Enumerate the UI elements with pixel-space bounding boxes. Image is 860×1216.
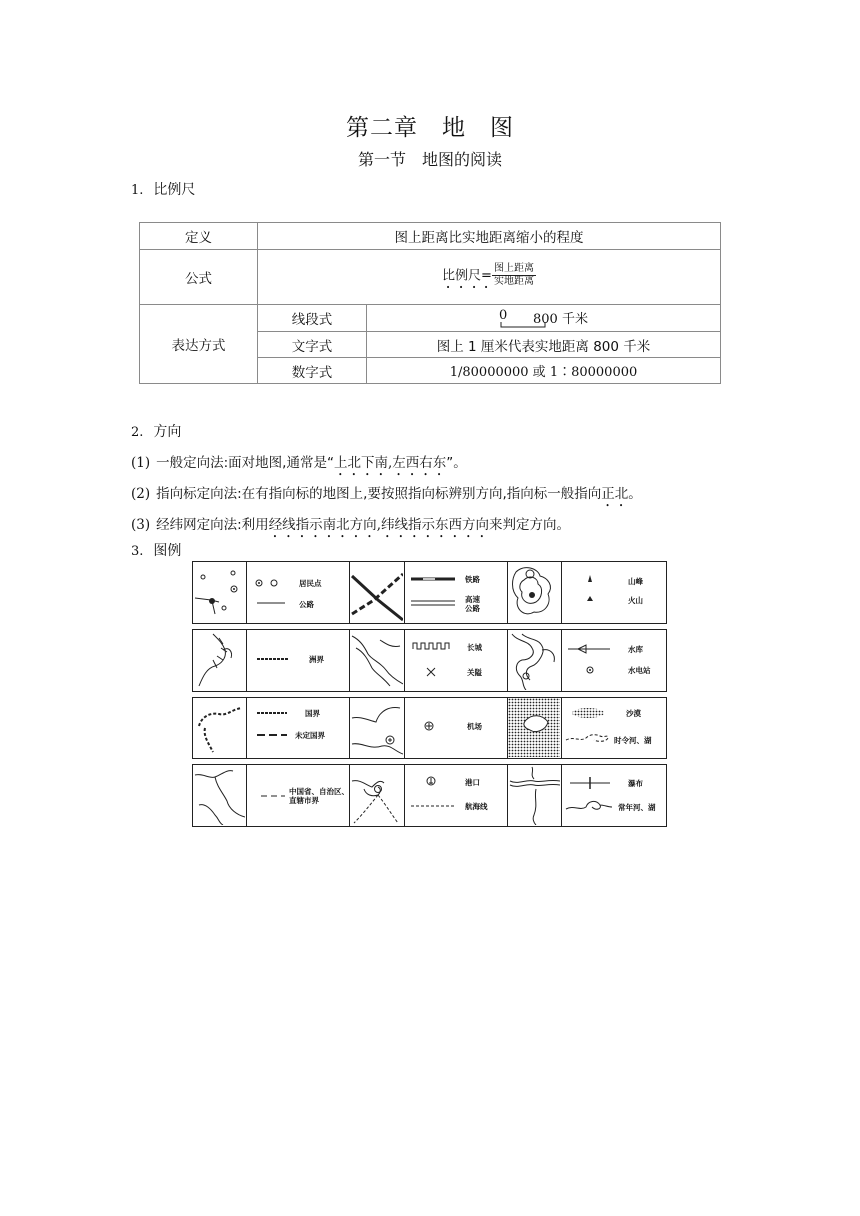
mountain-map-icon	[508, 562, 560, 622]
port-shipping-symbols	[405, 765, 505, 825]
peak-volcano-symbols	[562, 562, 662, 622]
expr-label: 表达方式	[140, 305, 258, 384]
direction-paragraph-1	[131, 451, 467, 479]
province-map-icon	[193, 765, 245, 825]
formula-prefix: 比例尺=	[442, 268, 492, 284]
legend-label: 山峰	[628, 577, 643, 586]
legend-label: 港口	[465, 778, 480, 787]
legend-label: 水库	[628, 645, 643, 654]
legend-label: 火山	[628, 596, 643, 605]
border-map-icon	[193, 698, 245, 757]
legend-key-greatwall	[405, 630, 508, 691]
legend-label: 水电站	[628, 666, 651, 675]
section-title: 比例尺	[153, 182, 196, 198]
section-title: 方向	[153, 424, 182, 440]
legend-key-province	[247, 765, 350, 826]
scale-bar-line	[500, 321, 546, 329]
legend-map-province	[193, 765, 247, 826]
greatwall-map-icon	[350, 630, 403, 690]
paragraph-text: 来判定方向。	[488, 517, 570, 533]
def-value: 图上距离比实地距离缩小的程度	[258, 223, 721, 250]
legend-label: 中国省、自治区、 直辖市界	[289, 787, 349, 805]
paragraph-number: (3)	[131, 517, 151, 533]
legend-key-reservoir	[562, 630, 668, 691]
legend-label: 时令河、湖	[614, 736, 652, 745]
section-number: 2.	[131, 425, 144, 440]
railway-map-icon	[350, 562, 403, 622]
section-number: 3.	[131, 544, 144, 559]
legend-map-port	[350, 765, 405, 826]
settlement-map-icon	[193, 562, 245, 622]
formula-numerator: 图上距离	[493, 262, 534, 274]
section-subtitle: 第一节 地图的阅读	[357, 150, 502, 169]
legend-map-greatwall	[350, 630, 405, 691]
paragraph-text: 指向标定向法:在有指向标的地图上,要按照指向标辨别方向,指向标一般指向	[156, 486, 602, 502]
airport-symbol	[405, 698, 505, 757]
direction-paragraph-2	[131, 482, 642, 510]
legend-label: 关隘	[467, 668, 482, 677]
formula-denominator: 实地距离	[493, 275, 534, 287]
port-map-icon	[350, 765, 403, 825]
text-label: 文字式	[258, 332, 367, 358]
legend-map-reservoir	[508, 630, 562, 691]
emphasized-text: 上北下南,左西右东	[333, 455, 447, 471]
waterfall-river-symbols	[562, 765, 662, 825]
continent-border-symbol	[247, 630, 347, 690]
formula-fraction	[492, 263, 536, 288]
paragraph-text: 经纬网定向法:利用	[156, 517, 269, 533]
section-direction-heading	[131, 421, 181, 441]
legend-map-river	[508, 765, 562, 826]
desert-seasonal-symbols	[562, 698, 662, 757]
legend-key-port	[405, 765, 508, 826]
map-legend	[192, 561, 667, 827]
legend-label: 洲界	[309, 655, 324, 664]
paragraph-number: (2)	[131, 486, 151, 502]
river-map-icon	[508, 765, 560, 825]
paragraph-number: (1)	[131, 455, 151, 471]
legend-row-2	[192, 629, 667, 692]
section-legend-heading	[131, 540, 181, 560]
legend-label: 铁路	[465, 575, 480, 584]
legend-key-border	[247, 698, 350, 758]
legend-row-3	[192, 697, 667, 759]
reservoir-hydro-symbols	[562, 630, 662, 690]
legend-row-4	[192, 764, 667, 827]
text-value: 图上 1 厘米代表实地距离 800 千米	[367, 332, 721, 358]
section-scale-heading	[131, 179, 195, 199]
legend-map-desert	[508, 698, 562, 758]
legend-key-mountain	[562, 562, 668, 623]
line-value	[367, 305, 721, 332]
legend-label: 长城	[467, 643, 482, 652]
def-label: 定义	[140, 223, 258, 250]
legend-label: 瀑布	[628, 779, 643, 788]
legend-key-airport	[405, 698, 508, 758]
paragraph-text: 一般定向法:面对地图,通常是“	[156, 455, 334, 471]
formula-label: 公式	[140, 250, 258, 305]
greatwall-pass-symbols	[405, 630, 505, 690]
chapter-title: 第二章 地 图	[346, 115, 514, 141]
formula-value	[258, 250, 721, 305]
settlement-road-symbols	[247, 562, 347, 622]
emphasized-text: 经线指示南北方向	[268, 517, 377, 533]
legend-row-1	[192, 561, 667, 624]
scale-bar-value: 800 千米	[533, 312, 588, 327]
legend-map-border	[193, 698, 247, 758]
paragraph-text: 。	[628, 486, 642, 502]
legend-label: 沙漠	[626, 709, 641, 718]
legend-map-continent	[193, 630, 247, 691]
legend-map-settlements	[193, 562, 247, 623]
legend-key-continent	[247, 630, 350, 691]
line-label: 线段式	[258, 305, 367, 332]
emphasized-text: 正北	[601, 486, 629, 502]
legend-key-river	[562, 765, 668, 826]
legend-map-railway	[350, 562, 405, 623]
desert-map-icon	[508, 698, 560, 757]
continent-map-icon	[193, 630, 245, 690]
legend-map-mountain	[508, 562, 562, 623]
border-symbols	[247, 698, 347, 757]
legend-label: 常年河、湖	[618, 803, 656, 812]
legend-label: 高速 公路	[465, 595, 480, 613]
legend-key-desert	[562, 698, 668, 758]
legend-label: 航海线	[465, 802, 488, 811]
airport-map-icon	[350, 698, 403, 757]
legend-key-railway	[405, 562, 508, 623]
scale-table	[139, 222, 721, 384]
direction-paragraph-3	[131, 513, 570, 541]
scale-bar-zero: 0	[499, 308, 508, 323]
legend-label: 国界	[305, 709, 320, 718]
legend-map-airport	[350, 698, 405, 758]
legend-label: 居民点	[299, 579, 322, 588]
legend-label: 公路	[299, 600, 314, 609]
emphasized-text: 纬线指示东西方向	[380, 517, 489, 533]
legend-label: 机场	[467, 722, 482, 731]
section-title: 图例	[153, 543, 182, 559]
separator-text: ,	[376, 517, 381, 533]
num-label: 数字式	[258, 358, 367, 384]
section-number: 1.	[131, 183, 144, 198]
railway-highway-symbols	[405, 562, 505, 622]
num-value: 1/80000000 或 1∶80000000	[367, 358, 721, 384]
legend-key-settlements	[247, 562, 350, 623]
paragraph-text: ”。	[446, 455, 467, 471]
legend-label: 未定国界	[295, 731, 325, 740]
reservoir-map-icon	[508, 630, 560, 690]
